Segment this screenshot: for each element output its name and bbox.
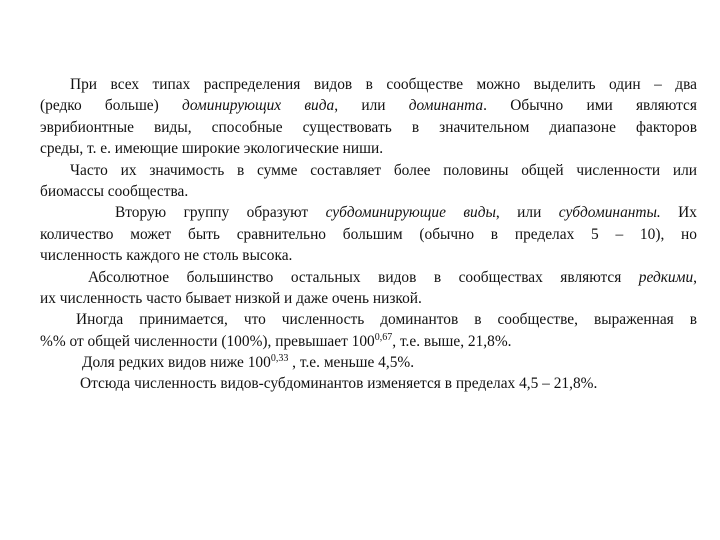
- paragraph-3-line-2: [40, 224, 697, 245]
- text-run: Их: [660, 204, 697, 222]
- text-run: При всех типах распределения видов в сообществе можно выделить один – два: [70, 76, 697, 93]
- text-run: эврибионтные виды, способные существовать в значительном диапазоне факторов: [40, 118, 697, 136]
- text-run: Абсолютное большинство остальных видов в сообществах являются: [88, 268, 639, 286]
- exponent: 0,67: [374, 331, 393, 343]
- paragraph-5-line-2: [40, 331, 697, 352]
- text-run: количество может быть сравнительно большим (обычно в пределах 5 – 10), но: [40, 225, 697, 243]
- text-run: Иногда принимается, что численность доминантов в сообществе, выраженная в: [76, 311, 697, 329]
- paragraph-1-line-3: [40, 117, 697, 138]
- term-dominant-species: доминирующих вида: [182, 97, 335, 115]
- exponent: 0,33: [270, 353, 289, 365]
- text-run: Отсюда численность видов-субдоминантов изменяется в пределах 4,5 – 21,8%.: [80, 375, 598, 393]
- text-run: биомассы сообщества.: [40, 182, 189, 200]
- paragraph-5-line-1: [40, 309, 697, 330]
- paragraph-2-line-2: [40, 181, 697, 202]
- text-run: %% от общей численности (100%), превышает 100: [40, 332, 375, 350]
- paragraph-1-line-2: [40, 95, 697, 116]
- text-run: . Обычно ими являются: [483, 97, 697, 115]
- paragraph-1-line-4: [40, 138, 697, 159]
- text-run: их численность часто бывает низкой и даже очень низкой.: [40, 289, 422, 307]
- text-run: (редко больше): [40, 97, 183, 115]
- paragraph-1-line-1: [40, 74, 697, 95]
- paragraph-3-line-3: [40, 245, 697, 266]
- paragraph-4-line-2: [40, 288, 697, 309]
- text-run: Часто их значимость в сумме составляет более половины общей численности или: [70, 161, 697, 179]
- term-subdominant-species: субдоминирующие виды: [325, 204, 496, 222]
- body-text: [40, 74, 697, 395]
- paragraph-3-line-1: [40, 202, 697, 223]
- text-run: , или: [334, 97, 409, 115]
- text-run: численность каждого не столь высока.: [40, 247, 293, 265]
- term-subdominants: субдоминанты.: [558, 204, 661, 222]
- term-dominant: доминанта: [408, 97, 484, 115]
- paragraph-2-line-1: [40, 160, 697, 181]
- text-run: , т.е. выше, 21,8%.: [392, 332, 512, 350]
- paragraph-7-line-1: [40, 373, 697, 394]
- text-run: ,: [693, 268, 697, 286]
- text-run: Доля редких видов ниже 100: [82, 354, 271, 372]
- text-run: , т.е. меньше 4,5%.: [288, 354, 415, 372]
- paragraph-6-line-1: [40, 352, 697, 373]
- paragraph-4-line-1: [40, 267, 697, 288]
- text-run: , или: [495, 204, 559, 222]
- term-rare: редкими: [638, 268, 694, 286]
- text-run: Вторую группу образуют: [115, 204, 326, 222]
- text-run: среды, т. е. имеющие широкие экологические ниши.: [40, 140, 384, 158]
